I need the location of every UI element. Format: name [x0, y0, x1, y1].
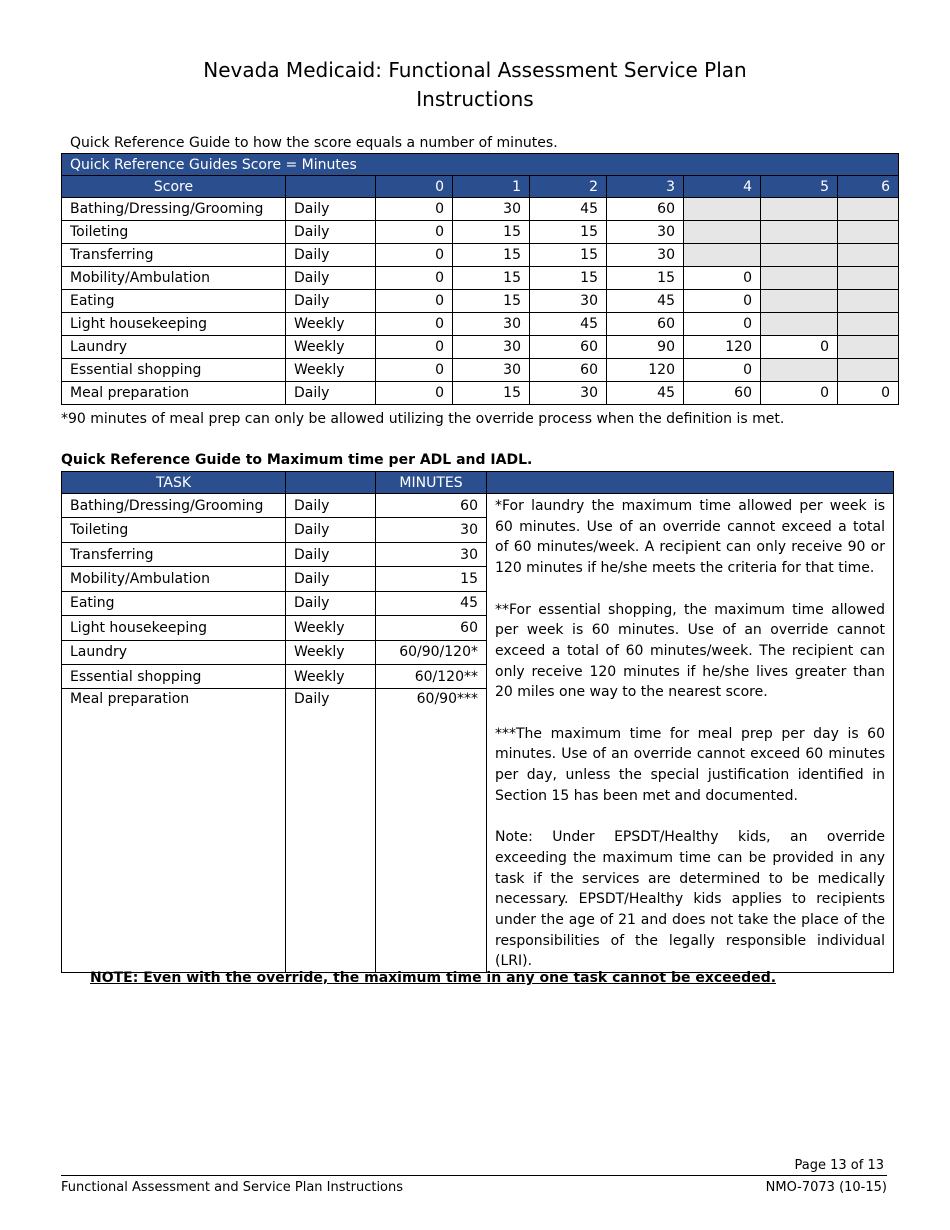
max-minutes-cell: 15 [376, 567, 487, 591]
intro-text: Quick Reference Guide to how the score equals a number of minutes. [70, 135, 558, 151]
minutes-cell: 60 [684, 382, 761, 405]
table1-header: 5 [761, 176, 838, 198]
task-name-cell: Meal preparation [62, 382, 286, 405]
frequency-cell: Weekly [286, 640, 376, 664]
frequency-cell: Weekly [286, 664, 376, 688]
table1-caption: Quick Reference Guides Score = Minutes [62, 154, 899, 176]
minutes-cell: 0 [376, 336, 453, 359]
max-minutes-cell: 30 [376, 542, 487, 566]
minutes-cell [684, 198, 761, 221]
table-row [62, 221, 899, 244]
task-name-cell: Laundry [62, 640, 286, 664]
override-note: NOTE: Even with the override, the maximum time in any one task cannot be exceeded. [90, 970, 777, 986]
minutes-cell [838, 359, 899, 382]
table2-header: MINUTES [376, 472, 487, 494]
frequency-cell: Daily [286, 221, 376, 244]
footer-divider [61, 1175, 887, 1176]
table2-header-row [62, 472, 894, 494]
table2-header [286, 472, 376, 494]
minutes-cell: 0 [838, 382, 899, 405]
table-row [62, 382, 899, 405]
task-name-cell: Mobility/Ambulation [62, 267, 286, 290]
page-title [0, 56, 950, 114]
minutes-cell: 0 [376, 244, 453, 267]
minutes-cell: 90 [607, 336, 684, 359]
max-minutes-cell: 30 [376, 518, 487, 542]
frequency-cell: Daily [286, 198, 376, 221]
frequency-cell: Daily [286, 591, 376, 615]
minutes-cell: 0 [684, 267, 761, 290]
task-name-cell: Transferring [62, 244, 286, 267]
note-paragraph: ***The maximum time for meal prep per day is 60 minutes. Use of an override cannot exceed 60 minutes per day, unless the special justification identified in Section 15 has been met and documented. [495, 725, 885, 804]
title-line-2: Instructions [416, 87, 534, 111]
minutes-cell: 15 [453, 382, 530, 405]
table-row [62, 290, 899, 313]
frequency-cell: Daily [286, 267, 376, 290]
notes-cell [487, 494, 894, 973]
table2-header [487, 472, 894, 494]
minutes-cell: 120 [607, 359, 684, 382]
minutes-cell: 60 [607, 198, 684, 221]
minutes-cell: 0 [684, 313, 761, 336]
minutes-cell [684, 221, 761, 244]
table-row [62, 244, 899, 267]
minutes-cell: 60 [530, 336, 607, 359]
task-name-cell: Bathing/Dressing/Grooming [62, 494, 286, 518]
table1-header-row [62, 176, 899, 198]
minutes-cell: 15 [530, 244, 607, 267]
minutes-cell: 0 [376, 198, 453, 221]
minutes-cell: 45 [530, 313, 607, 336]
frequency-cell: Daily [286, 244, 376, 267]
table1-header: 4 [684, 176, 761, 198]
minutes-cell: 0 [376, 290, 453, 313]
minutes-cell: 0 [376, 221, 453, 244]
minutes-cell: 30 [453, 198, 530, 221]
minutes-cell: 15 [453, 267, 530, 290]
task-name-cell: Transferring [62, 542, 286, 566]
task-name-cell: Eating [62, 290, 286, 313]
minutes-cell: 0 [376, 382, 453, 405]
frequency-cell: Weekly [286, 336, 376, 359]
minutes-cell [838, 313, 899, 336]
minutes-cell: 0 [684, 290, 761, 313]
note-paragraph: **For essential shopping, the maximum time allowed per week is 60 minutes. Use of an override cannot exceed a total of 60 minutes/week. The recipient can only receive 120 minutes if he/she lives greater than 20 miles one way to the nearest score. [495, 601, 885, 701]
task-name-cell: Essential shopping [62, 664, 286, 688]
title-line-1: Nevada Medicaid: Functional Assessment Service Plan [203, 58, 747, 82]
frequency-cell: Daily [286, 290, 376, 313]
minutes-cell: 45 [530, 198, 607, 221]
minutes-cell [684, 244, 761, 267]
task-name-cell: Mobility/Ambulation [62, 567, 286, 591]
minutes-cell: 15 [453, 221, 530, 244]
max-minutes-cell: 60/120** [376, 664, 487, 688]
task-name-cell: Light housekeeping [62, 313, 286, 336]
minutes-cell: 30 [453, 313, 530, 336]
minutes-cell: 30 [530, 290, 607, 313]
minutes-cell [761, 221, 838, 244]
minutes-cell: 15 [607, 267, 684, 290]
minutes-cell: 0 [376, 267, 453, 290]
note-paragraph: *For laundry the maximum time allowed per week is 60 minutes. Use of an override cannot exceed a total of 60 minutes/week. A recipient can only receive 90 or 120 minutes if he/she meets the criteria for that time. [495, 498, 885, 577]
footnote: *90 minutes of meal prep can only be allowed utilizing the override process when the definition is met. [61, 411, 785, 427]
task-name-cell: Toileting [62, 518, 286, 542]
table1-header: 6 [838, 176, 899, 198]
footer-form-number: NMO-7073 (10-15) [765, 1180, 887, 1195]
table-row [62, 359, 899, 382]
minutes-cell: 15 [530, 267, 607, 290]
minutes-cell: 15 [453, 290, 530, 313]
task-name-cell: Meal preparation [62, 689, 286, 973]
table1-header: Score [62, 176, 286, 198]
max-minutes-cell: 45 [376, 591, 487, 615]
minutes-cell [761, 198, 838, 221]
minutes-cell [761, 244, 838, 267]
minutes-cell: 30 [530, 382, 607, 405]
table-row [62, 313, 899, 336]
table2-header: TASK [62, 472, 286, 494]
max-minutes-cell: 60 [376, 494, 487, 518]
minutes-cell: 30 [453, 336, 530, 359]
minutes-cell: 60 [607, 313, 684, 336]
table1-header: 1 [453, 176, 530, 198]
minutes-cell: 0 [684, 359, 761, 382]
minutes-cell [838, 267, 899, 290]
max-time-table [61, 471, 894, 973]
task-name-cell: Bathing/Dressing/Grooming [62, 198, 286, 221]
frequency-cell: Weekly [286, 616, 376, 640]
minutes-cell [761, 313, 838, 336]
minutes-cell: 0 [761, 382, 838, 405]
frequency-cell: Daily [286, 567, 376, 591]
section-heading: Quick Reference Guide to Maximum time per ADL and IADL. [61, 452, 533, 468]
max-minutes-cell: 60/90*** [376, 689, 487, 973]
max-minutes-cell: 60 [376, 616, 487, 640]
page-number: Page 13 of 13 [794, 1158, 884, 1173]
minutes-cell [838, 244, 899, 267]
minutes-cell: 15 [530, 221, 607, 244]
table-row [62, 336, 899, 359]
score-minutes-table [61, 153, 899, 405]
frequency-cell: Daily [286, 542, 376, 566]
max-minutes-cell: 60/90/120* [376, 640, 487, 664]
table1-header: 0 [376, 176, 453, 198]
frequency-cell: Weekly [286, 313, 376, 336]
table1-caption-row [62, 154, 899, 176]
frequency-cell: Daily [286, 689, 376, 973]
task-name-cell: Toileting [62, 221, 286, 244]
table1-header: 2 [530, 176, 607, 198]
minutes-cell: 30 [607, 244, 684, 267]
minutes-cell [838, 198, 899, 221]
frequency-cell: Weekly [286, 359, 376, 382]
table1-header: 3 [607, 176, 684, 198]
minutes-cell: 30 [453, 359, 530, 382]
minutes-cell: 45 [607, 382, 684, 405]
task-name-cell: Essential shopping [62, 359, 286, 382]
minutes-cell [838, 290, 899, 313]
footer-doc-title: Functional Assessment and Service Plan Instructions [61, 1180, 404, 1195]
minutes-cell: 0 [376, 359, 453, 382]
frequency-cell: Daily [286, 518, 376, 542]
frequency-cell: Daily [286, 382, 376, 405]
minutes-cell: 120 [684, 336, 761, 359]
table-row [62, 494, 894, 518]
table-row [62, 267, 899, 290]
minutes-cell [761, 359, 838, 382]
table1-header [286, 176, 376, 198]
minutes-cell: 0 [761, 336, 838, 359]
note-paragraph: Note: Under EPSDT/Healthy kids, an override exceeding the maximum time can be provided in any task if the services are determined to be medically necessary. EPSDT/Healthy kids applies to recipients under the age of 21 and does not take the place of the responsibilities of the legally responsible individual (LRI). [495, 829, 885, 970]
minutes-cell [761, 267, 838, 290]
minutes-cell: 45 [607, 290, 684, 313]
minutes-cell [838, 336, 899, 359]
task-name-cell: Eating [62, 591, 286, 615]
minutes-cell: 30 [607, 221, 684, 244]
task-name-cell: Light housekeeping [62, 616, 286, 640]
minutes-cell: 15 [453, 244, 530, 267]
minutes-cell: 0 [376, 313, 453, 336]
minutes-cell [761, 290, 838, 313]
minutes-cell [838, 221, 899, 244]
frequency-cell: Daily [286, 494, 376, 518]
task-name-cell: Laundry [62, 336, 286, 359]
minutes-cell: 60 [530, 359, 607, 382]
table-row [62, 198, 899, 221]
